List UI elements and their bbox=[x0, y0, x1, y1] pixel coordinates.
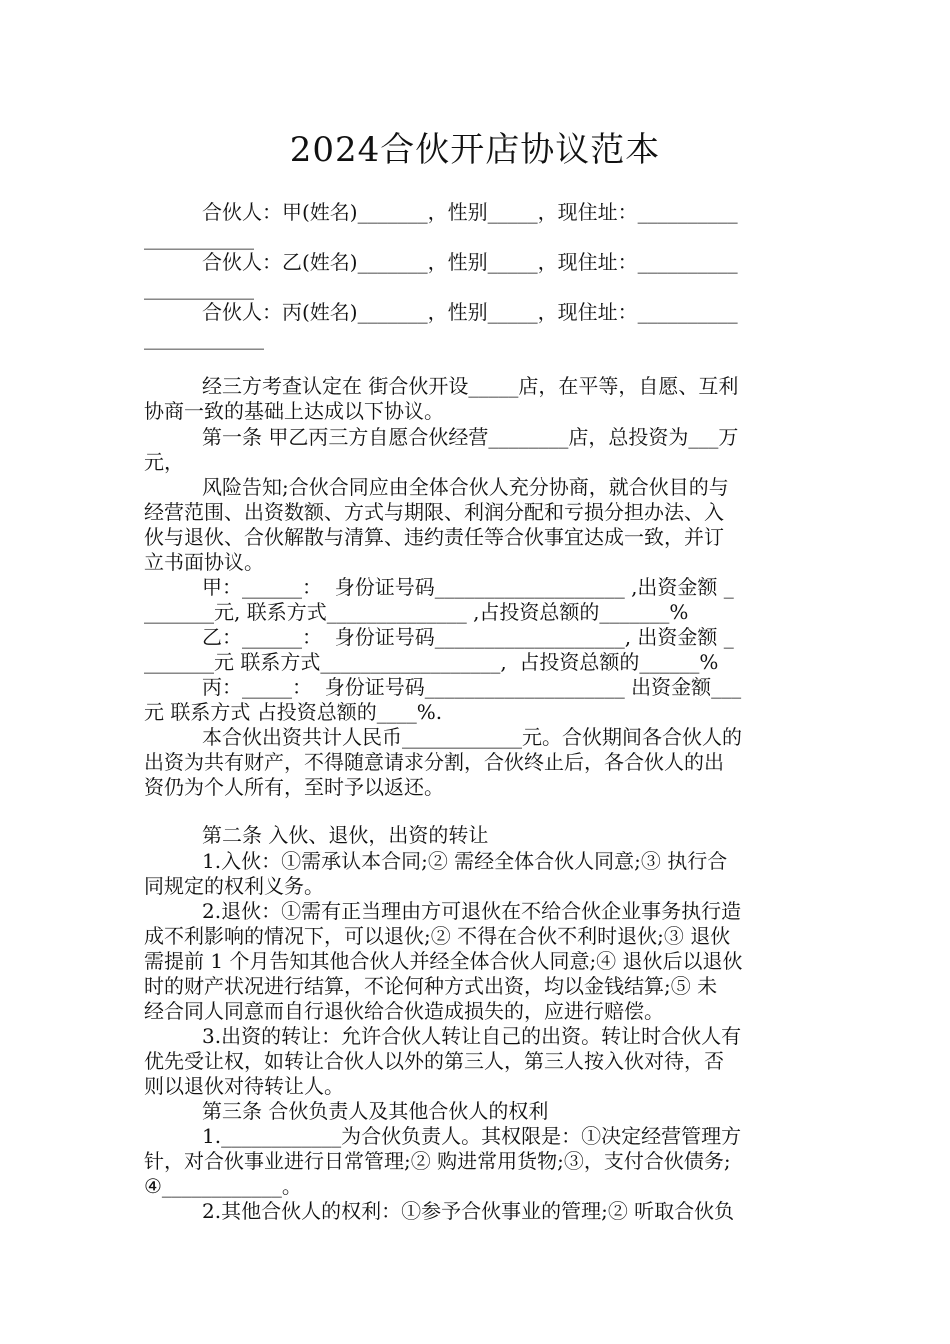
section-heading: 第三条 合伙负责人及其他合伙人的权利 bbox=[202, 1099, 549, 1123]
text-line: 3.出资的转让：允许合伙人转让自己的出资。转让时合伙人有 bbox=[202, 1024, 742, 1048]
text-line: 合伙人：甲(姓名)_______，性别_____，现住址：__________ bbox=[202, 200, 738, 224]
text-line: 出资为共有财产，不得随意请求分割，合伙终止后，各合伙人的出 bbox=[144, 750, 724, 774]
text-line: 伙与退伙、合伙解散与清算、违约责任等合伙事宜达成一致，并订 bbox=[144, 525, 724, 549]
text-line: 乙：______： 身份证号码___________________, 出资金额 _ bbox=[202, 625, 734, 649]
text-line: 经三方考查认定在 街合伙开设_____店，在平等，自愿、互利 bbox=[202, 374, 739, 398]
text-line: 丙：_____： 身份证号码____________________ 出资金额___ bbox=[202, 675, 742, 699]
document-title: 2024合伙开店协议范本 bbox=[289, 130, 661, 170]
text-line: 时的财产状况进行结算，不论何种方式出资，均以金钱结算;⑤ 未 bbox=[144, 974, 718, 998]
text-line: _______元 联系方式__________________, 占投资总额的______% bbox=[144, 650, 719, 674]
text-line: ④____________。 bbox=[144, 1174, 302, 1198]
text-line: _______元, 联系方式______________ ,占投资总额的_______% bbox=[144, 600, 689, 624]
text-line: 合伙人：丙(姓名)_______，性别_____，现住址：__________ bbox=[202, 300, 738, 324]
text-line: 2.退伙：①需有正当理由方可退伙在不给合伙企业事务执行造 bbox=[202, 899, 742, 923]
text-line: 经营范围、出资数额、方式与期限、利润分配和亏损分担办法、入 bbox=[144, 500, 724, 524]
text-line: 元 联系方式 占投资总额的____%. bbox=[144, 700, 443, 724]
text-line: 立书面协议。 bbox=[144, 550, 264, 574]
text-line: 甲：______： 身份证号码___________________ ,出资金额 _ bbox=[202, 575, 734, 599]
text-line: ___________ bbox=[144, 276, 254, 300]
text-line: 合伙人：乙(姓名)_______，性别_____，现住址：__________ bbox=[202, 250, 738, 274]
text-line: 则以退伙对待转让人。 bbox=[144, 1074, 344, 1098]
text-line: 优先受让权，如转让合伙人以外的第三人，第三人按入伙对待，否 bbox=[144, 1049, 724, 1073]
text-line: 风险告知;合伙合同应由全体合伙人充分协商，就合伙目的与 bbox=[202, 475, 729, 499]
text-line: 2.其他合伙人的权利：①参予合伙事业的管理;② 听取合伙负 bbox=[202, 1199, 735, 1223]
section-heading: 第二条 入伙、退伙，出资的转让 bbox=[202, 823, 489, 847]
text-line: 经合同人同意而自行退伙给合伙造成损失的，应进行赔偿。 bbox=[144, 999, 664, 1023]
text-line: 本合伙出资共计人民币____________元。合伙期间各合伙人的 bbox=[202, 725, 742, 749]
text-line: ___________ bbox=[144, 226, 254, 250]
text-line: ____________ bbox=[144, 326, 264, 350]
text-line: 同规定的权利义务。 bbox=[144, 874, 324, 898]
text-line: 第一条 甲乙丙三方自愿合伙经营________店，总投资为___万 bbox=[202, 425, 739, 449]
text-line: 元， bbox=[144, 450, 184, 474]
text-line: 1.____________为合伙负责人。其权限是：①决定经营管理方 bbox=[202, 1124, 742, 1148]
text-line: 资仍为个人所有，至时予以返还。 bbox=[144, 775, 444, 799]
text-line: 针，对合伙事业进行日常管理;② 购进常用货物;③，支付合伙债务; bbox=[144, 1149, 731, 1173]
text-line: 成不利影响的情况下，可以退伙;② 不得在合伙不利时退伙;③ 退伙 bbox=[144, 924, 731, 948]
text-line: 协商一致的基础上达成以下协议。 bbox=[144, 399, 444, 423]
text-line: 需提前 1 个月告知其他合伙人并经全体合伙人同意;④ 退伙后以退伙 bbox=[144, 949, 743, 973]
text-line: 1.入伙：①需承认本合同;② 需经全体合伙人同意;③ 执行合 bbox=[202, 849, 728, 873]
